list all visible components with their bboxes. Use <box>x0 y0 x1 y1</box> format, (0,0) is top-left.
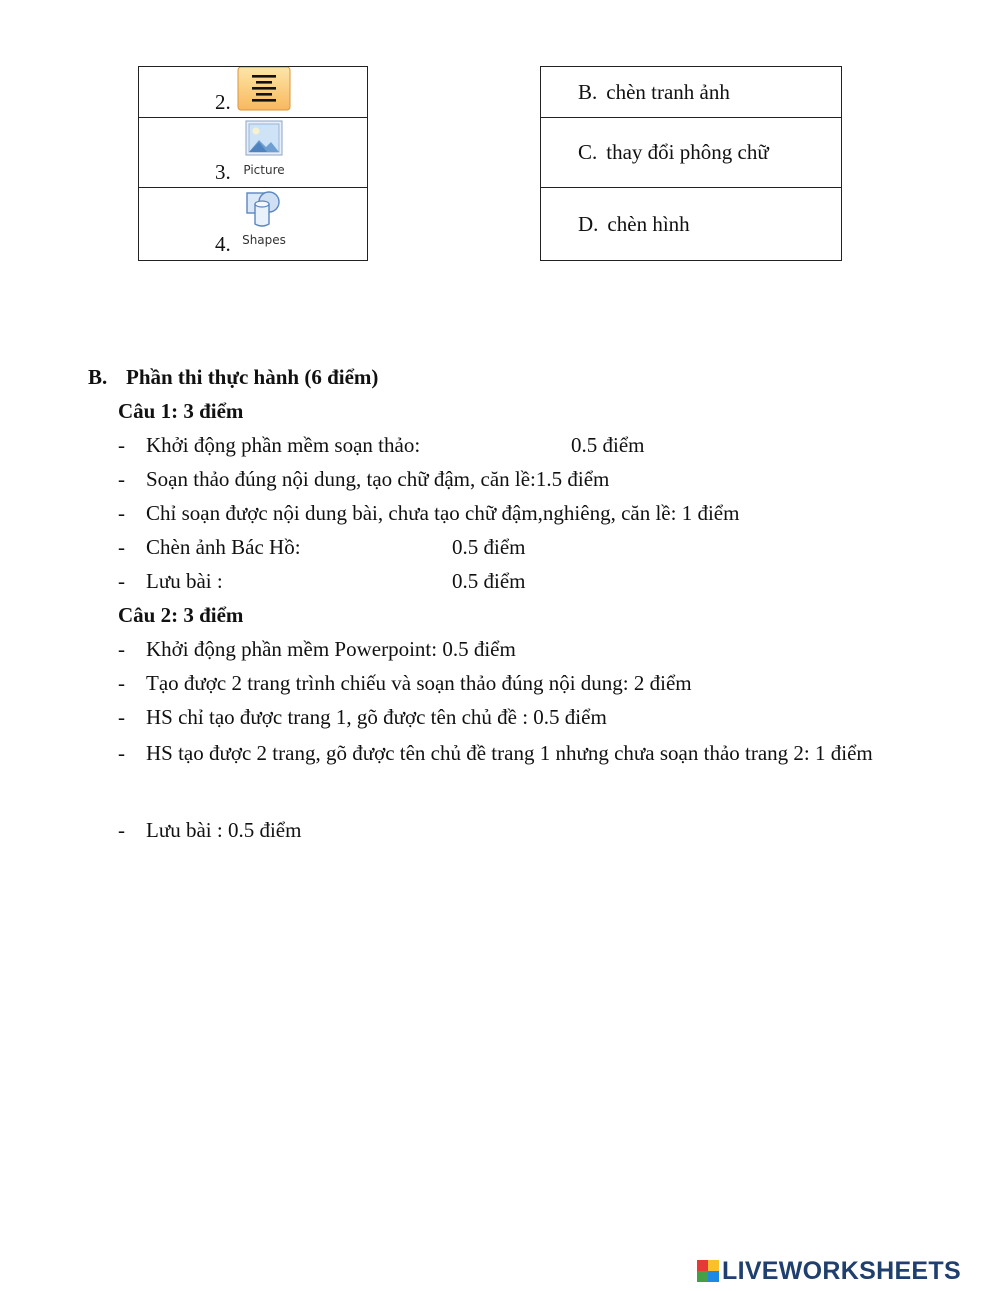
row-number: 2. <box>215 90 231 114</box>
bullet-dash: - <box>118 433 125 457</box>
item-text: Khởi động phần mềm Powerpoint: 0.5 điểm <box>146 637 516 661</box>
item-points: 0.5 điểm <box>452 535 526 559</box>
align-center-icon <box>237 67 291 116</box>
list-item <box>88 567 908 601</box>
item-text: Lưu bài : 0.5 điểm <box>146 818 302 842</box>
item-text: HS tạo được 2 trang, gõ được tên chủ đề trang 1 nhưng chưa soạn thảo trang 2: 1 điểm <box>146 741 873 765</box>
right-table-row <box>541 188 841 260</box>
left-matching-table <box>138 66 368 261</box>
option-letter: C. <box>578 140 598 164</box>
bullet-dash: - <box>118 501 125 525</box>
item-text: HS chỉ tạo được trang 1, gõ được tên chủ đề : 0.5 điểm <box>146 705 607 729</box>
bullet-dash: - <box>118 467 125 491</box>
row-number: 4. <box>215 232 231 256</box>
item-text: Soạn thảo đúng nội dung, tạo chữ đậm, căn lề:1.5 điểm <box>146 467 610 491</box>
list-item <box>88 703 908 737</box>
list-item <box>88 737 908 816</box>
item-points: 0.5 điểm <box>571 433 645 457</box>
list-item <box>88 431 908 465</box>
liveworksheets-logo <box>697 1256 961 1286</box>
bullet-dash: - <box>118 535 125 559</box>
list-item <box>88 465 908 499</box>
section-title-text: Phần thi thực hành (6 điểm) <box>126 365 379 389</box>
section-b <box>88 363 908 850</box>
logo-text: LIVEWORKSHEETS <box>722 1256 961 1285</box>
right-table-row <box>541 67 841 118</box>
section-label: B. <box>88 365 108 389</box>
logo-mark-icon <box>697 1260 719 1282</box>
list-item <box>88 635 908 669</box>
list-item <box>88 533 908 567</box>
option-letter: D. <box>578 211 599 236</box>
question-1-title: Câu 1: 3 điểm <box>118 399 244 423</box>
icon-caption: Shapes <box>242 233 286 247</box>
option-text: chèn tranh ảnh <box>606 79 730 104</box>
icon-caption: Picture <box>243 163 285 177</box>
left-table-row <box>139 118 367 188</box>
list-item <box>88 499 908 533</box>
shapes-icon <box>237 190 291 247</box>
right-table-row <box>541 118 841 188</box>
option-text: thay đổi phông chữ <box>606 140 769 164</box>
bullet-dash: - <box>118 741 125 765</box>
bullet-dash: - <box>118 569 125 593</box>
item-points: 0.5 điểm <box>452 569 526 593</box>
list-item <box>88 816 908 850</box>
item-text: Chỉ soạn được nội dung bài, chưa tạo chữ đậm,nghiêng, căn lề: 1 điểm <box>146 501 740 525</box>
bullet-dash: - <box>118 637 125 661</box>
picture-icon <box>237 120 291 177</box>
item-text: Lưu bài : <box>146 569 223 593</box>
left-table-row <box>139 67 367 118</box>
option-text: chèn hình <box>607 211 690 236</box>
item-text: Tạo được 2 trang trình chiếu và soạn thảo đúng nội dung: 2 điểm <box>146 671 692 695</box>
item-text: Khởi động phần mềm soạn thảo: <box>146 433 421 457</box>
bullet-dash: - <box>118 705 125 729</box>
right-matching-table <box>540 66 842 261</box>
question-2-title: Câu 2: 3 điểm <box>118 603 244 627</box>
left-table-row <box>139 188 367 260</box>
option-letter: B. <box>578 79 598 104</box>
list-item <box>88 669 908 703</box>
row-number: 3. <box>215 160 231 184</box>
bullet-dash: - <box>118 671 125 695</box>
item-text: Chèn ảnh Bác Hồ: <box>146 535 301 559</box>
bullet-dash: - <box>118 818 125 842</box>
section-title <box>88 363 908 397</box>
